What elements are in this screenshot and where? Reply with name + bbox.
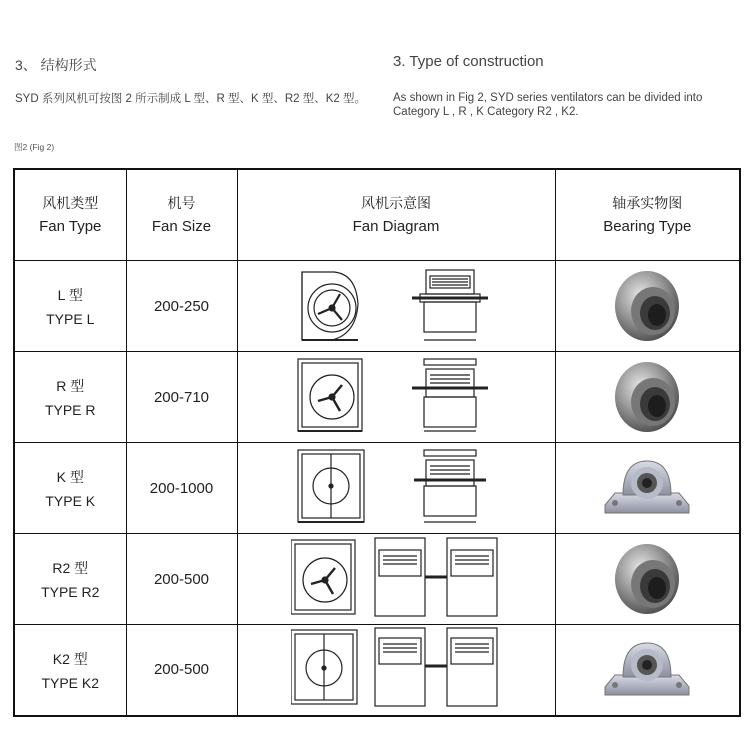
bearing-image-cell <box>555 352 740 443</box>
fan-type-cell: R2 型 TYPE R2 <box>14 534 126 625</box>
table-row <box>14 352 740 443</box>
bearing-image-cell <box>555 534 740 625</box>
table-row <box>14 534 740 625</box>
table-row <box>14 261 740 352</box>
section-heading-en: 3. Type of construction <box>393 53 544 70</box>
header-fan-type: 风机类型 Fan Type <box>14 169 126 261</box>
pillow-block-bearing-icon <box>601 453 693 523</box>
fan-size-cell: 200-250 <box>126 261 237 352</box>
fan-size-cell: 200-710 <box>126 352 237 443</box>
figure-label: 图2 (Fig 2) <box>14 142 55 152</box>
type-k2-diagram <box>237 625 555 716</box>
table-row <box>14 443 740 534</box>
fan-type-table <box>13 168 741 717</box>
type-r-diagram <box>237 352 555 443</box>
description-en: As shown in Fig 2, SYD series ventilators can be divided into Category L , R , K Category R2 , K2. <box>393 92 703 118</box>
header-fan-size: 机号 Fan Size <box>126 169 237 261</box>
table-header-row <box>14 169 740 261</box>
description-cn: SYD 系列风机可按图 2 所示制成 L 型、R 型、K 型、R2 型、K2 型。 <box>15 93 367 105</box>
fan-size-cell: 200-500 <box>126 534 237 625</box>
type-r2-diagram <box>237 534 555 625</box>
bearing-image-cell <box>555 625 740 716</box>
fan-size-cell: 200-500 <box>126 625 237 716</box>
header-bearing-type: 轴承实物图 Bearing Type <box>555 169 740 261</box>
fan-type-cell: R 型 TYPE R <box>14 352 126 443</box>
type-k-diagram <box>237 443 555 534</box>
fan-type-cell: L 型 TYPE L <box>14 261 126 352</box>
fan-type-cell: K2 型 TYPE K2 <box>14 625 126 716</box>
insert-bearing-icon <box>604 357 690 437</box>
header-fan-diagram: 风机示意图 Fan Diagram <box>237 169 555 261</box>
bearing-image-cell <box>555 261 740 352</box>
fan-size-cell: 200-1000 <box>126 443 237 534</box>
fan-type-cell: K 型 TYPE K <box>14 443 126 534</box>
pillow-block-bearing-icon <box>601 635 693 705</box>
insert-bearing-icon <box>604 539 690 619</box>
table-row <box>14 625 740 716</box>
bearing-image-cell <box>555 443 740 534</box>
section-heading-cn: 3、 结构形式 <box>15 57 97 73</box>
insert-bearing-icon <box>604 266 690 346</box>
type-l-diagram <box>237 261 555 352</box>
